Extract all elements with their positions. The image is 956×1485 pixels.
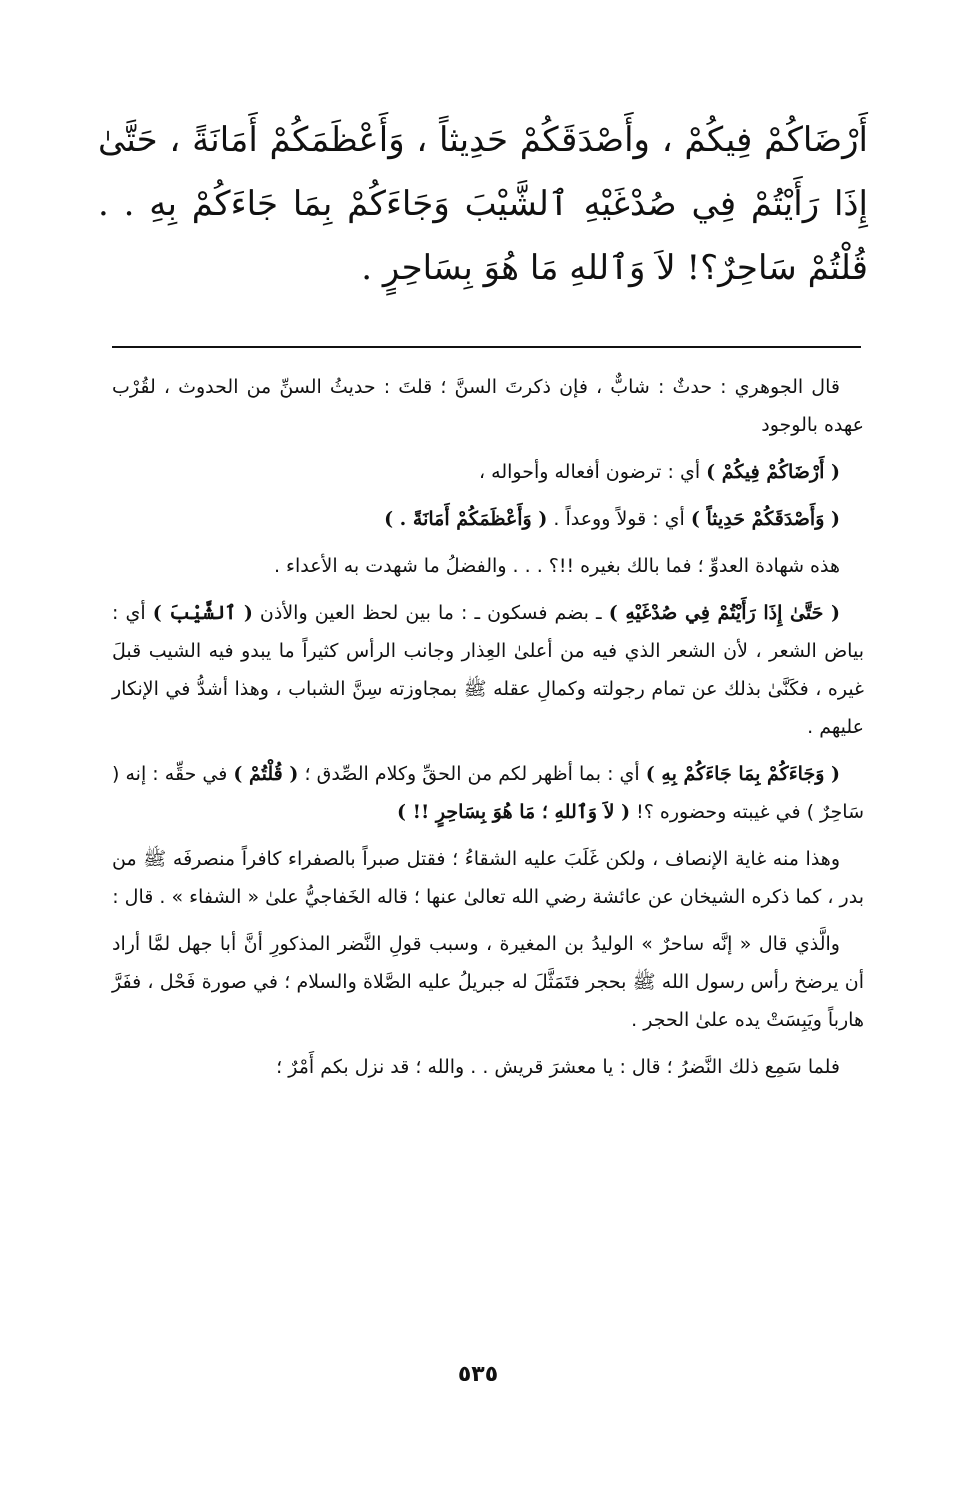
footnote-paragraph: قال الجوهري : حدثٌ : شابٌّ ، فإن ذكرتَ السنَّ ؛ قلتَ : حديثُ السنِّ من الحدوث ، لقُرْب عهده بالوجود: [112, 376, 864, 436]
footnotes: [112, 368, 864, 1095]
footnote-paragraph: [112, 755, 864, 831]
footnote-text: أي : قولاً ووعداً .: [547, 508, 691, 530]
quoted-phrase: ( أَرْضَاكُمْ فِيكُمْ ): [706, 461, 840, 483]
footnote-separator: [112, 346, 861, 348]
quoted-phrase: ( وَأَصْدَقَكُمْ حَدِيثاً ): [690, 508, 840, 530]
footnote-text: في حقِّه : إنه ( سَاحِرٌ ) في غيبته وحضوره ؟!: [112, 763, 864, 823]
quoted-phrase: ( قُلْتُمْ ): [233, 763, 299, 785]
footnote-text: ـ بضم فسكون ـ : ما بين لحظ العين والأذن: [252, 602, 609, 624]
footnote-paragraph: [112, 594, 864, 746]
footnote-paragraph: [112, 453, 864, 491]
footnote-text: أي : بياض الشعر ، لأن الشعر الذي فيه من أعلىٰ العِذار وجانب الرأس كثيراً ما يبدو فيه الشيب قبلَ غيره ، فكَنَّىٰ بذلك عن تمام رجولته وكمالِ عقله ﷺ بمجاوزته سِنَّ الشباب ، وهذا أشدُّ في الإنكار عليهم .: [112, 602, 864, 738]
quoted-phrase: ( وَجَاءَكُمْ بِمَا جَاءَكُمْ بِهِ ): [645, 763, 841, 785]
main-paragraph: أَرْضَاكُمْ فِيكُمْ ، وأَصْدَقَكُمْ حَدِيثاً ، وَأَعْظَمَكُمْ أَمَانَةً ، حَتَّىٰ إِذَا رَأَيْتُمْ فِي صُدْغَيْهِ ٱلشَّيْبَ وَجَاءَكُمْ بِمَا جَاءَكُمْ بِهِ . . قُلْتُمْ سَاحِرٌ؟! لاَ وَٱللهِ مَا هُوَ بِسَاحِرٍ .: [98, 120, 868, 288]
quoted-phrase: ( حَتَّىٰ إِذَا رَأَيْتُمْ فِي صُدْغَيْهِ ): [608, 602, 840, 624]
footnote-paragraph: [112, 500, 864, 538]
quoted-phrase: ( ٱلشَّيْبَ ): [152, 602, 253, 624]
footnote-paragraph: وهذا منه غاية الإنصاف ، ولكن غَلَبَ عليه الشقاءُ ؛ فقتل صبراً بالصفراء كافراً منصرفَه ﷺ من بدر ، كما ذكره الشيخان عن عائشة رضي الله تعالىٰ عنها ؛ قاله الخَفاجيُّ علىٰ « الشفاء » . قال :: [112, 848, 864, 908]
main-text: [98, 108, 868, 300]
footnote-paragraph: والَّذي قال « إنَّه ساحرٌ » الوليدُ بن المغيرة ، وسبب قولِ النَّضر المذكورِ أنَّ أبا جهل لمَّا أراد أن يرضخ رأس رسول الله ﷺ بحجر فتَمَثَّلَ له جبريلُ عليه الصَّلاة والسلام ؛ في صورة فَحْل ، ففَرَّ هارباً ويَبِسَتْ يده علىٰ الحجر .: [112, 933, 864, 1031]
footnote-text: أي : ترضون أفعاله وأحواله ،: [478, 461, 707, 483]
footnote-text: أي : بما أظهر لكم من الحقِّ وكلام الصِّدق ؛: [298, 763, 646, 785]
main-text-block: [98, 108, 868, 300]
footnote-paragraph: هذه شهادة العدوِّ ؛ فما بالك بغيره !!؟ . . . والفضلُ ما شهدت به الأعداء .: [273, 555, 840, 577]
quoted-phrase: ( لاَ وَٱللهِ ؛ مَا هُوَ بِسَاحِرٍ !! ): [397, 801, 631, 823]
footnote-paragraph: فلما سَمِع ذلك النَّضرُ ؛ قال : يا معشرَ قريش . . والله ؛ قد نزل بكم أَمْرٌ ؛: [276, 1056, 840, 1078]
page-number: ٥٣٥: [457, 1362, 499, 1387]
quoted-phrase: ( وَأَعْظَمَكُمْ أَمَانَةً . ): [384, 508, 548, 530]
